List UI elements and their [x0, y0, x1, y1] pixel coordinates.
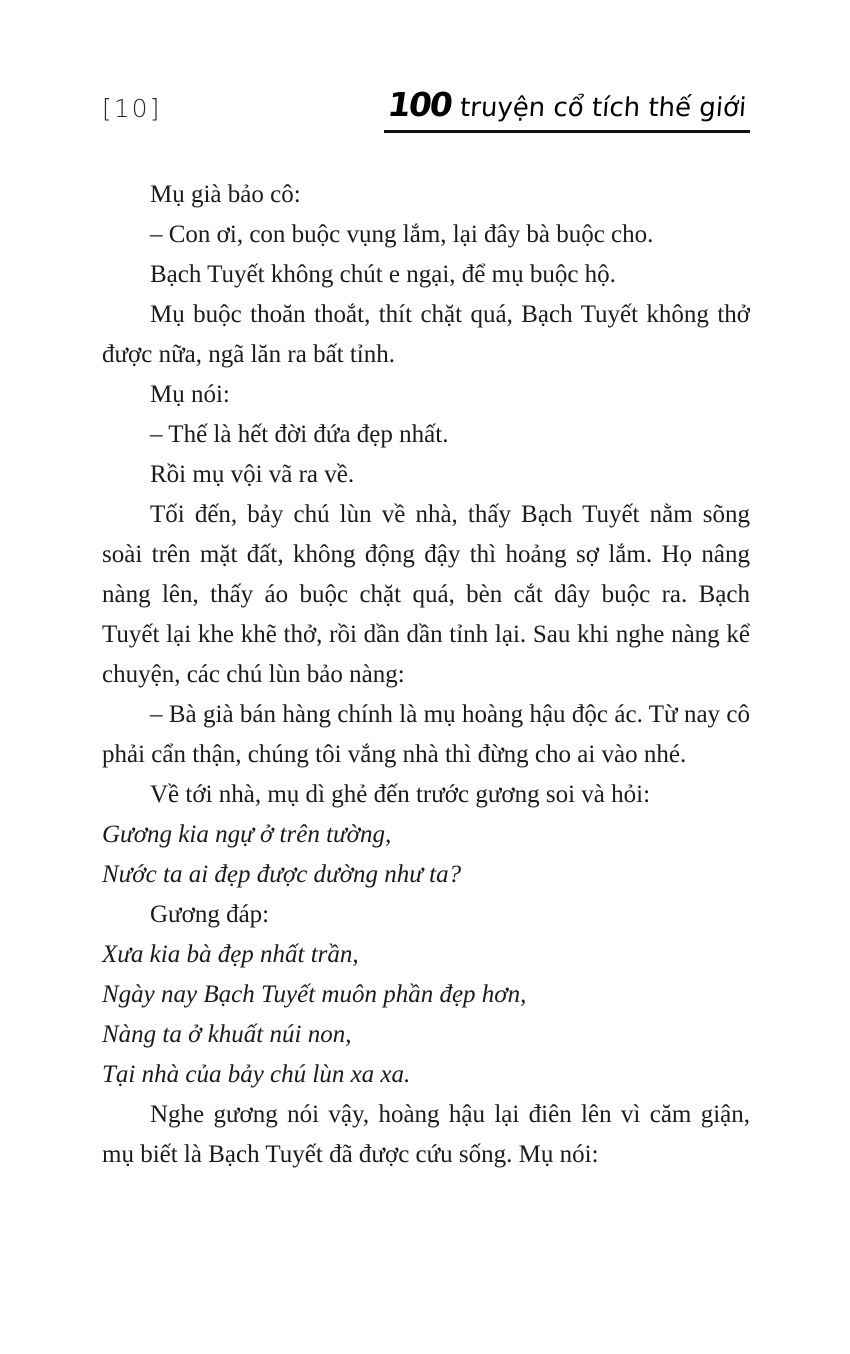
- paragraph: Nghe gương nói vậy, hoàng hậu lại điên lên vì căm giận, mụ biết là Bạch Tuyết đã được cứu sống. Mụ nói:: [102, 1101, 750, 1168]
- page-number: [10]: [102, 94, 162, 123]
- series-logo-title: truyện cổ tích thế giới: [458, 93, 748, 123]
- paragraph: Về tới nhà, mụ dì ghẻ đến trước gương soi và hỏi:: [150, 781, 651, 808]
- story-text: [102, 175, 750, 1175]
- paragraph: Rồi mụ vội vã ra về.: [150, 461, 355, 488]
- verse-line: Xưa kia bà đẹp nhất trần,: [102, 941, 359, 968]
- paragraph: Bạch Tuyết không chút e ngại, để mụ buộc hộ.: [150, 261, 616, 288]
- series-logo: [384, 85, 750, 133]
- paragraph: – Con ơi, con buộc vụng lắm, lại đây bà buộc cho.: [150, 221, 654, 248]
- page-header: [102, 85, 750, 133]
- verse-line: Gương kia ngự ở trên tường,: [102, 821, 392, 848]
- series-logo-number: 100: [385, 85, 454, 124]
- verse-line: Tại nhà của bảy chú lùn xa xa.: [102, 1061, 411, 1088]
- paragraph: – Thế là hết đời đứa đẹp nhất.: [150, 421, 449, 448]
- verse-line: Ngày nay Bạch Tuyết muôn phần đẹp hơn,: [102, 981, 527, 1008]
- verse-line: Nước ta ai đẹp được dường như ta?: [102, 861, 462, 888]
- verse-line: Nàng ta ở khuất núi non,: [102, 1021, 352, 1048]
- paragraph: Mụ nói:: [150, 381, 230, 408]
- paragraph: Mụ buộc thoăn thoắt, thít chặt quá, Bạch Tuyết không thở được nữa, ngã lăn ra bất tỉnh.: [102, 301, 750, 368]
- paragraph: Mụ già bảo cô:: [150, 181, 301, 208]
- paragraph: – Bà già bán hàng chính là mụ hoàng hậu độc ác. Từ nay cô phải cẩn thận, chúng tôi vắng nhà thì đừng cho ai vào nhé.: [102, 701, 750, 768]
- paragraph: Tối đến, bảy chú lùn về nhà, thấy Bạch Tuyết nằm sõng soài trên mặt đất, không động đậy thì hoảng sợ lắm. Họ nâng nàng lên, thấy áo buộc chặt quá, bèn cắt dây buộc ra. Bạch Tuyết lại khe khẽ thở, rồi dần dần tỉnh lại. Sau khi nghe nàng kể chuyện, các chú lùn bảo nàng:: [102, 501, 750, 688]
- paragraph: Gương đáp:: [150, 901, 270, 928]
